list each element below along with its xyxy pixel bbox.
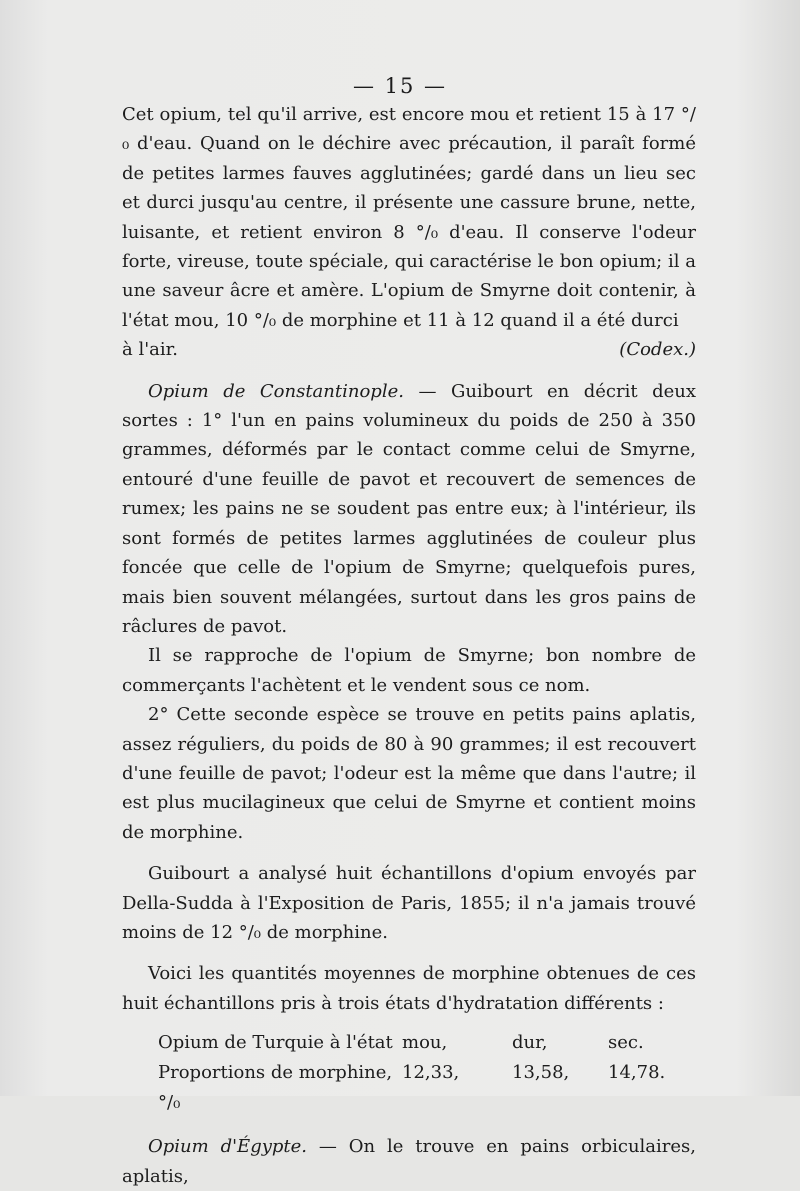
paragraph-text: 2° Cette seconde espèce se trouve en petits pains aplatis, assez réguliers, du poids de 80 à 90 grammes; il est recouvert d'une feuille de pavot; l'odeur est la même que dans l'autre; il est plus mucilagineux que celui de Smyrne et contient moins de morphine. [122,704,696,843]
paragraph-seconde-espece [122,700,696,847]
page-number: — 15 — [352,74,448,98]
codex-line [122,335,696,364]
paragraph-last-line: à l'air. [122,339,178,361]
table-cell: mou, [402,1032,448,1054]
paragraph-constantinople [122,377,696,642]
paragraph-text: Guibourt a analysé huit échantillons d'opium envoyés par Della-Sudda à l'Exposition de Paris, 1855; il n'a jamais trouvé moins de 12 °/₀ de morphine. [122,863,696,943]
morphine-table [122,1028,696,1118]
table-cell: Opium de Turquie à l'état [158,1032,393,1054]
source-citation: (Codex.) [619,339,696,361]
paragraph-text: Voici les quantités moyennes de morphine obtenues de ces huit échantillons pris à trois états d'hydratation différents : [122,963,696,1014]
table-row [122,1058,696,1118]
table-cell: 13,58, [512,1062,570,1084]
paragraph-text: — On le trouve en pains orbiculaires, aplatis, [122,1136,696,1187]
paragraph-text: Cet opium, tel qu'il arrive, est encore mou et retient 15 à 17 °/₀ d'eau. Quand on le déchire avec précaution, il paraît formé de petites larmes fauves agglutinées; gardé dans un lieu sec et durci jusqu'au centre, il présente une cassure brune, nette, luisante, et retient environ 8 °/₀ d'eau. Il conserve l'odeur forte, vireuse, toute spéciale, qui caractérise le bon opium; il a une saveur âcre et amère. L'opium de Smyrne doit contenir, à l'état mou, 10 °/₀ de morphine et 11 à 12 quand il a été durci [122,104,696,331]
section-heading: Opium de Constantinople. [148,380,404,402]
paragraph-rapproche [122,641,696,700]
table-cell: sec. [608,1032,644,1054]
paragraph-guibourt [122,859,696,947]
section-heading: Opium d'Égypte. [148,1136,308,1158]
paragraph-voici [122,959,696,1018]
table-header-row [122,1028,696,1058]
table-cell: 14,78. [608,1062,666,1084]
table-cell: Proportions de morphine, °/₀ [158,1062,393,1114]
table-cell: 12,33, [402,1062,460,1084]
paragraph-text: — Guibourt en décrit deux sortes : 1° l'un en pains volumineux du poids de 250 à 350 grammes, déformés par le contact comme celui de Smyrne, entouré d'une feuille de pavot et recouvert de semences de rumex; les pains ne se soudent pas entre eux; à l'intérieur, ils sont formés de petites larmes agglutinées de couleur plus foncée que celle de l'opium de Smyrne; quelquefois pures, mais bien souvent mélangées, surtout dans les gros pains de râclures de pavot. [122,380,696,637]
paragraph-smyrne [122,100,696,335]
paragraph-egypte [122,1132,696,1191]
paragraph-text: Il se rapproche de l'opium de Smyrne; bon nombre de commerçants l'achètent et le vendent sous ce nom. [122,645,696,696]
table-cell: dur, [512,1032,548,1054]
body-text [122,100,696,1191]
